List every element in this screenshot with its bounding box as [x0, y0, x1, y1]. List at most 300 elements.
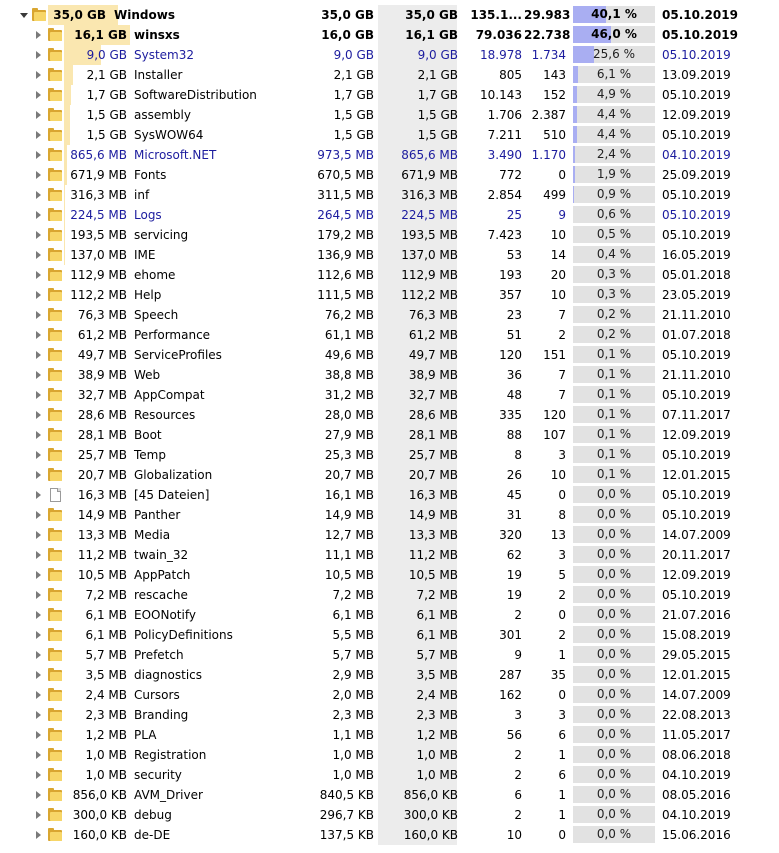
item-size: 316,3 MB: [70, 188, 127, 202]
tree-row[interactable]: [0, 425, 779, 445]
item-size: 224,5 MB: [70, 208, 127, 222]
percent-of-parent-bar: [573, 146, 655, 163]
item-size: 137,0 MB: [70, 248, 127, 262]
tree-row[interactable]: [0, 525, 779, 545]
files-count: 6: [514, 788, 522, 802]
size-column-value: 2,0 MB: [332, 688, 374, 702]
last-change-date: 14.07.2009: [662, 688, 731, 702]
folders-count: 29.983: [524, 8, 571, 22]
files-count: 162: [499, 688, 522, 702]
percent-of-parent-bar: [573, 226, 655, 243]
item-name[interactable]: EOONotify: [134, 608, 196, 622]
percent-of-parent-bar: [573, 706, 655, 723]
percent-text: 0,0 %: [596, 547, 632, 561]
tree-row[interactable]: [0, 345, 779, 365]
tree-row[interactable]: [0, 825, 779, 845]
expand-arrow-icon[interactable]: [36, 511, 41, 519]
percent-text: 0,1 %: [596, 427, 632, 441]
folders-count: 22.738: [524, 28, 571, 42]
folder-icon: [48, 688, 62, 702]
allocated-column-value: 1,0 MB: [416, 768, 458, 782]
folder-icon: [48, 188, 62, 202]
percent-of-parent-bar: [573, 766, 655, 783]
item-size: 865,6 MB: [70, 148, 127, 162]
files-count: 3.490: [487, 148, 522, 162]
size-column-value: 27,9 MB: [324, 428, 374, 442]
percent-text: 4,9 %: [596, 87, 632, 101]
tree-row[interactable]: [0, 545, 779, 565]
last-change-date: 07.11.2017: [662, 408, 731, 422]
tree-row[interactable]: [0, 25, 779, 45]
size-column-value: 1,1 MB: [332, 728, 374, 742]
files-count: 9: [514, 648, 522, 662]
item-name[interactable]: System32: [134, 48, 195, 62]
expand-arrow-icon[interactable]: [36, 311, 41, 319]
last-change-date: 04.10.2019: [662, 808, 731, 822]
percent-of-parent-bar: [573, 546, 655, 563]
percent-of-parent-bar: [573, 286, 655, 303]
last-change-date: 16.05.2019: [662, 248, 731, 262]
tree-row[interactable]: [0, 105, 779, 125]
size-column-value: 35,0 GB: [321, 8, 374, 22]
item-name[interactable]: Globalization: [134, 468, 213, 482]
item-name[interactable]: inf: [134, 188, 150, 202]
folders-count: 107: [543, 428, 566, 442]
tree-row[interactable]: [0, 785, 779, 805]
tree-row[interactable]: [0, 725, 779, 745]
percent-of-parent-bar: [573, 786, 655, 803]
item-name[interactable]: ServiceProfiles: [134, 348, 222, 362]
allocated-column-value: 6,1 MB: [416, 608, 458, 622]
folder-icon: [48, 648, 62, 662]
expand-arrow-icon[interactable]: [36, 531, 41, 539]
percent-of-parent-bar: [573, 626, 655, 643]
item-size: 9,0 GB: [86, 48, 127, 62]
folder-icon: [48, 628, 62, 642]
folders-count: 10: [550, 468, 566, 482]
allocated-column-value: 137,0 MB: [401, 248, 458, 262]
size-column-value: 38,8 MB: [324, 368, 374, 382]
percent-of-parent-bar: [573, 826, 655, 843]
item-name[interactable]: IME: [134, 248, 156, 262]
expand-arrow-icon[interactable]: [36, 191, 41, 199]
tree-row[interactable]: [0, 745, 779, 765]
tree-row[interactable]: [0, 625, 779, 645]
percent-text: 0,0 %: [596, 767, 632, 781]
tree-row[interactable]: [0, 705, 779, 725]
last-change-date: 22.08.2013: [662, 708, 731, 722]
item-name[interactable]: Web: [134, 368, 161, 382]
allocated-column-value: 193,5 MB: [401, 228, 458, 242]
item-size: 10,5 MB: [77, 568, 127, 582]
item-size: 856,0 KB: [72, 788, 127, 802]
expand-arrow-icon[interactable]: [36, 451, 41, 459]
tree-row[interactable]: [0, 805, 779, 825]
tree-row[interactable]: [0, 225, 779, 245]
size-column-value: 1,0 MB: [332, 768, 374, 782]
folders-count: 10: [550, 288, 566, 302]
size-column-value: 112,6 MB: [317, 268, 374, 282]
allocated-column-value: 112,2 MB: [401, 288, 458, 302]
item-name[interactable]: AppPatch: [134, 568, 191, 582]
expand-arrow-icon[interactable]: [36, 371, 41, 379]
percent-text: 40,1 %: [591, 7, 637, 21]
folders-count: 152: [543, 88, 566, 102]
tree-row[interactable]: [0, 125, 779, 145]
tree-row[interactable]: [0, 265, 779, 285]
item-name[interactable]: Fonts: [134, 168, 167, 182]
folder-icon: [48, 148, 62, 162]
item-name[interactable]: Temp: [134, 448, 166, 462]
folder-icon: [48, 48, 62, 62]
percent-text: 0,4 %: [596, 247, 632, 261]
tree-row[interactable]: [0, 465, 779, 485]
item-size: 1,0 MB: [85, 748, 127, 762]
tree-row[interactable]: [0, 365, 779, 385]
tree-row[interactable]: [0, 245, 779, 265]
last-change-date: 29.05.2015: [662, 648, 731, 662]
last-change-date: 05.10.2019: [662, 128, 731, 142]
files-count: 2: [514, 748, 522, 762]
percent-of-parent-bar: [573, 246, 655, 263]
percent-of-parent-bar: [573, 486, 655, 503]
allocated-column-value: 11,2 MB: [408, 548, 458, 562]
item-name[interactable]: AVM_Driver: [134, 788, 203, 802]
expand-arrow-icon[interactable]: [36, 71, 41, 79]
folder-icon: [48, 608, 62, 622]
last-change-date: 04.10.2019: [662, 148, 731, 162]
percent-of-parent-bar: [573, 506, 655, 523]
files-count: 2.854: [487, 188, 522, 202]
expand-arrow-icon[interactable]: [36, 271, 41, 279]
percent-text: 0,0 %: [596, 667, 632, 681]
files-count: 2: [514, 608, 522, 622]
folders-count: 2: [558, 328, 566, 342]
allocated-column-value: 3,5 MB: [416, 668, 458, 682]
item-name[interactable]: debug: [134, 808, 172, 822]
item-name[interactable]: rescache: [134, 588, 188, 602]
folder-icon: [48, 528, 62, 542]
item-name[interactable]: Boot: [134, 428, 162, 442]
tree-row[interactable]: [0, 325, 779, 345]
expand-arrow-icon[interactable]: [36, 291, 41, 299]
expand-arrow-icon[interactable]: [36, 751, 41, 759]
last-change-date: 12.09.2019: [662, 428, 731, 442]
percent-of-parent-bar: [573, 606, 655, 623]
size-column-value: 25,3 MB: [324, 448, 374, 462]
item-name[interactable]: servicing: [134, 228, 189, 242]
folder-icon: [48, 288, 62, 302]
folders-count: 499: [543, 188, 566, 202]
expand-arrow-icon[interactable]: [36, 731, 41, 739]
percent-text: 0,1 %: [596, 407, 632, 421]
folders-count: 10: [550, 228, 566, 242]
item-name[interactable]: [45 Dateien]: [134, 488, 210, 502]
allocated-column-value: 316,3 MB: [401, 188, 458, 202]
folders-count: 2: [558, 588, 566, 602]
percent-of-parent-bar: [573, 746, 655, 763]
size-column-value: 311,5 MB: [317, 188, 374, 202]
folder-icon: [48, 88, 62, 102]
expand-arrow-icon[interactable]: [36, 351, 41, 359]
last-change-date: 01.07.2018: [662, 328, 731, 342]
size-column-value: 5,7 MB: [332, 648, 374, 662]
item-name[interactable]: Windows: [114, 8, 175, 22]
allocated-column-value: 1,2 MB: [416, 728, 458, 742]
item-size: 7,2 MB: [85, 588, 127, 602]
item-size: 1,5 GB: [86, 128, 127, 142]
percent-of-parent-bar: [573, 566, 655, 583]
item-name[interactable]: Panther: [134, 508, 181, 522]
tree-row[interactable]: [0, 645, 779, 665]
size-column-value: 1,7 GB: [333, 88, 374, 102]
percent-of-parent-bar: [573, 326, 655, 343]
files-count: 62: [506, 548, 522, 562]
size-column-value: 2,9 MB: [332, 668, 374, 682]
tree-row[interactable]: [0, 65, 779, 85]
tree-row[interactable]: [0, 565, 779, 585]
tree-row[interactable]: [0, 505, 779, 525]
files-count: 193: [499, 268, 522, 282]
files-count: 120: [499, 348, 522, 362]
files-count: 335: [499, 408, 522, 422]
folders-count: 1: [558, 648, 566, 662]
expand-arrow-icon[interactable]: [36, 711, 41, 719]
size-proportion-bar: [64, 225, 65, 245]
item-name[interactable]: diagnostics: [134, 668, 203, 682]
item-name[interactable]: Branding: [134, 708, 189, 722]
item-name[interactable]: PolicyDefinitions: [134, 628, 233, 642]
item-size: 1,0 MB: [85, 768, 127, 782]
allocated-column-value: 28,1 MB: [408, 428, 458, 442]
tree-row[interactable]: [0, 405, 779, 425]
expand-arrow-icon[interactable]: [36, 811, 41, 819]
item-size: 16,3 MB: [77, 488, 127, 502]
percent-text: 0,2 %: [596, 307, 632, 321]
files-count: 48: [506, 388, 522, 402]
allocated-column-value: 160,0 KB: [403, 828, 458, 842]
item-name[interactable]: de-DE: [134, 828, 171, 842]
tree-row[interactable]: [0, 485, 779, 505]
expand-arrow-icon[interactable]: [36, 331, 41, 339]
percent-of-parent-bar: [573, 6, 655, 23]
tree-row[interactable]: [0, 585, 779, 605]
folders-count: 2.387: [531, 108, 566, 122]
item-name[interactable]: AppCompat: [134, 388, 205, 402]
item-name[interactable]: Media: [134, 528, 171, 542]
tree-row[interactable]: [0, 165, 779, 185]
percent-text: 6,1 %: [596, 67, 632, 81]
folder-icon: [48, 668, 62, 682]
item-name[interactable]: SysWOW64: [134, 128, 204, 142]
allocated-column-value: 300,0 KB: [403, 808, 458, 822]
size-column-value: 1,0 MB: [332, 748, 374, 762]
files-count: 7.423: [487, 228, 522, 242]
folder-icon: [32, 8, 46, 22]
item-name[interactable]: Prefetch: [134, 648, 184, 662]
folders-count: 1: [558, 788, 566, 802]
percent-text: 0,0 %: [596, 527, 632, 541]
item-size: 16,1 GB: [74, 28, 127, 42]
expand-arrow-icon[interactable]: [36, 251, 41, 259]
item-name[interactable]: Registration: [134, 748, 207, 762]
tree-row[interactable]: [0, 605, 779, 625]
expand-arrow-icon[interactable]: [36, 31, 41, 39]
tree-row[interactable]: [0, 185, 779, 205]
expand-arrow-icon[interactable]: [36, 131, 41, 139]
size-column-value: 11,1 MB: [324, 548, 374, 562]
size-column-value: 9,0 GB: [333, 48, 374, 62]
size-proportion-bar: [64, 185, 65, 205]
size-column-value: 136,9 MB: [317, 248, 374, 262]
percent-text: 0,1 %: [596, 467, 632, 481]
item-name[interactable]: twain_32: [134, 548, 189, 562]
folders-count: 3: [558, 708, 566, 722]
percent-of-parent-bar: [573, 126, 655, 143]
item-name[interactable]: Cursors: [134, 688, 180, 702]
last-change-date: 21.11.2010: [662, 308, 731, 322]
item-name[interactable]: SoftwareDistribution: [134, 88, 257, 102]
percent-text: 2,4 %: [596, 147, 632, 161]
folders-count: 2: [558, 628, 566, 642]
expand-arrow-icon[interactable]: [36, 471, 41, 479]
size-column-value: 137,5 KB: [319, 828, 374, 842]
item-name[interactable]: ehome: [134, 268, 176, 282]
percent-text: 0,1 %: [596, 347, 632, 361]
expand-arrow-icon[interactable]: [36, 651, 41, 659]
expand-arrow-icon[interactable]: [36, 591, 41, 599]
allocated-column-value: 13,3 MB: [408, 528, 458, 542]
item-size: 1,2 MB: [85, 728, 127, 742]
percent-of-parent-bar: [573, 346, 655, 363]
tree-row[interactable]: [0, 385, 779, 405]
item-size: 20,7 MB: [77, 468, 127, 482]
tree-row[interactable]: [0, 685, 779, 705]
files-count: 53: [506, 248, 522, 262]
expand-arrow-icon[interactable]: [36, 211, 41, 219]
folders-count: 5: [558, 568, 566, 582]
files-count: 25: [506, 208, 522, 222]
expand-arrow-icon[interactable]: [36, 831, 41, 839]
allocated-column-value: 14,9 MB: [408, 508, 458, 522]
folder-icon: [48, 108, 62, 122]
item-size: 6,1 MB: [85, 608, 127, 622]
folders-count: 0: [558, 688, 566, 702]
last-change-date: 05.10.2019: [662, 48, 731, 62]
last-change-date: 12.01.2015: [662, 468, 731, 482]
allocated-column-value: 10,5 MB: [408, 568, 458, 582]
tree-row[interactable]: [0, 205, 779, 225]
item-name[interactable]: security: [134, 768, 182, 782]
tree-row[interactable]: [0, 145, 779, 165]
expand-arrow-icon[interactable]: [36, 51, 41, 59]
size-column-value: 179,2 MB: [317, 228, 374, 242]
folder-icon: [48, 208, 62, 222]
item-name[interactable]: winsxs: [134, 28, 180, 42]
size-proportion-bar: [64, 165, 67, 185]
tree-row[interactable]: [0, 765, 779, 785]
expand-arrow-icon[interactable]: [36, 171, 41, 179]
expand-arrow-icon[interactable]: [36, 231, 41, 239]
tree-row[interactable]: [0, 665, 779, 685]
expand-arrow-icon[interactable]: [36, 611, 41, 619]
files-count: 357: [499, 288, 522, 302]
last-change-date: 05.10.2019: [662, 588, 731, 602]
item-name[interactable]: Performance: [134, 328, 211, 342]
tree-row[interactable]: [0, 285, 779, 305]
tree-row[interactable]: [0, 445, 779, 465]
item-name[interactable]: assembly: [134, 108, 191, 122]
tree-row[interactable]: [0, 5, 779, 25]
percent-of-parent-bar: [573, 266, 655, 283]
files-count: 2: [514, 808, 522, 822]
percent-text: 0,0 %: [596, 747, 632, 761]
expand-arrow-icon[interactable]: [36, 111, 41, 119]
percent-of-parent-bar: [573, 386, 655, 403]
allocated-column-value: 20,7 MB: [408, 468, 458, 482]
expand-arrow-icon[interactable]: [36, 91, 41, 99]
folders-count: 13: [550, 528, 566, 542]
files-count: 287: [499, 668, 522, 682]
last-change-date: 05.10.2019: [662, 348, 731, 362]
expand-arrow-icon[interactable]: [36, 671, 41, 679]
tree-row[interactable]: [0, 85, 779, 105]
folders-count: 1.734: [531, 48, 566, 62]
expand-arrow-icon[interactable]: [36, 631, 41, 639]
expand-arrow-icon[interactable]: [36, 771, 41, 779]
expand-arrow-icon[interactable]: [36, 491, 41, 499]
files-count: 7.211: [487, 128, 522, 142]
expand-arrow-icon[interactable]: [36, 571, 41, 579]
item-name[interactable]: Resources: [134, 408, 196, 422]
folders-count: 14: [550, 248, 566, 262]
expand-arrow-icon[interactable]: [36, 391, 41, 399]
item-name[interactable]: Help: [134, 288, 162, 302]
last-change-date: 05.01.2018: [662, 268, 731, 282]
expand-arrow-icon[interactable]: [36, 431, 41, 439]
folders-count: 9: [558, 208, 566, 222]
item-name[interactable]: Installer: [134, 68, 183, 82]
expand-arrow-icon[interactable]: [36, 691, 41, 699]
folders-count: 7: [558, 388, 566, 402]
item-name[interactable]: Logs: [134, 208, 162, 222]
tree-row[interactable]: [0, 305, 779, 325]
allocated-column-value: 2,1 GB: [417, 68, 458, 82]
size-column-value: 28,0 MB: [324, 408, 374, 422]
percent-text: 0,0 %: [596, 587, 632, 601]
last-change-date: 05.10.2019: [662, 88, 731, 102]
percent-text: 0,0 %: [596, 787, 632, 801]
collapse-arrow-icon[interactable]: [20, 13, 28, 18]
files-count: 79.036: [475, 28, 522, 42]
files-count: 56: [506, 728, 522, 742]
item-size: 13,3 MB: [77, 528, 127, 542]
files-count: 320: [499, 528, 522, 542]
expand-arrow-icon[interactable]: [36, 791, 41, 799]
item-name[interactable]: Microsoft.NET: [134, 148, 217, 162]
item-name[interactable]: PLA: [134, 728, 157, 742]
expand-arrow-icon[interactable]: [36, 551, 41, 559]
last-change-date: 15.08.2019: [662, 628, 731, 642]
last-change-date: 25.09.2019: [662, 168, 731, 182]
tree-row[interactable]: [0, 45, 779, 65]
last-change-date: 04.10.2019: [662, 768, 731, 782]
item-name[interactable]: Speech: [134, 308, 179, 322]
size-proportion-bar: [64, 205, 65, 225]
expand-arrow-icon[interactable]: [36, 411, 41, 419]
folders-count: 0: [558, 168, 566, 182]
expand-arrow-icon[interactable]: [36, 151, 41, 159]
